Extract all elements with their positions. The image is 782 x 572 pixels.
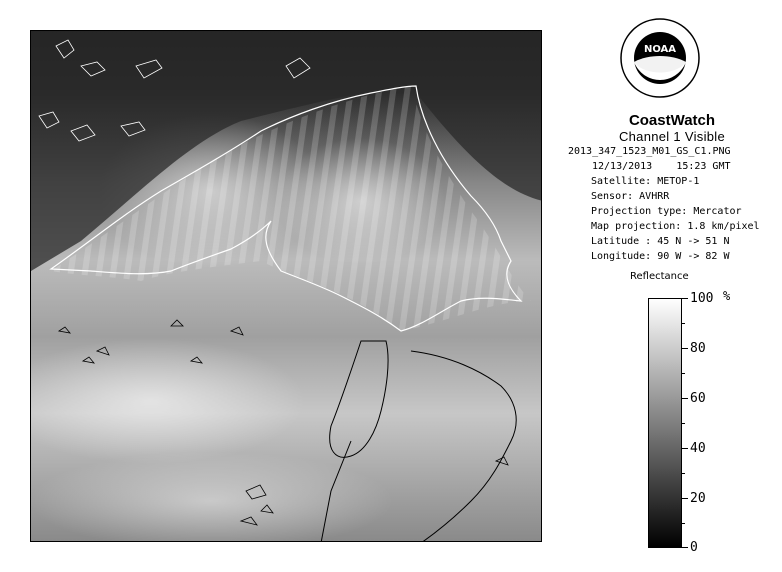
colorbar-minor-tick <box>682 373 685 374</box>
metadata-lines <box>568 144 772 264</box>
colorbar-minor-tick <box>682 523 685 524</box>
wisconsin-coastline <box>321 441 351 542</box>
channel-subtitle: Channel 1 Visible <box>618 129 726 144</box>
inland-lakes <box>59 320 508 525</box>
lake-michigan-coastline <box>330 341 388 457</box>
latitude-line: Latitude : 45 N -> 51 N <box>591 236 730 247</box>
colorbar-label-80: 80 <box>690 341 706 356</box>
metadata-panel <box>568 112 772 264</box>
sensor-line: Sensor: AVHRR <box>591 191 670 202</box>
colorbar-tick <box>682 448 688 449</box>
longitude-line: Longitude: 90 W -> 82 W <box>591 251 730 262</box>
colorbar-label-0: 0 <box>690 540 698 555</box>
colorbar-tick <box>682 547 688 548</box>
noaa-logo-text: NOAA <box>643 44 677 55</box>
app-title: CoastWatch <box>628 112 716 129</box>
colorbar-label-40: 40 <box>690 441 706 456</box>
datetime <box>592 159 772 174</box>
colorbar-label-100: 100 <box>690 291 714 306</box>
colorbar-tick <box>682 348 688 349</box>
colorbar-tick <box>682 298 688 299</box>
map-projection-line: Map projection: 1.8 km/pixel <box>591 221 760 232</box>
colorbar-tick <box>682 498 688 499</box>
colorbar-minor-tick <box>682 473 685 474</box>
colorbar-title: Reflectance <box>630 271 689 282</box>
noaa-logo <box>620 18 700 98</box>
filename: 2013_347_1523_M01_GS_C1.PNG <box>568 146 731 157</box>
satellite-line: Satellite: METOP-1 <box>591 176 700 187</box>
coastline-overlay <box>31 31 542 542</box>
projection-type-line: Projection type: Mercator <box>591 206 742 217</box>
colorbar-label-60: 60 <box>690 391 706 406</box>
satellite-image <box>30 30 542 542</box>
michigan-coastline <box>411 351 516 542</box>
reflectance-colorbar <box>648 298 682 548</box>
colorbar-label-20: 20 <box>690 491 706 506</box>
colorbar-minor-tick <box>682 323 685 324</box>
colorbar-tick <box>682 398 688 399</box>
colorbar-minor-tick <box>682 423 685 424</box>
colorbar-unit: % <box>723 289 731 303</box>
time: 15:23 GMT <box>676 161 731 172</box>
date: 12/13/2013 <box>592 161 653 172</box>
